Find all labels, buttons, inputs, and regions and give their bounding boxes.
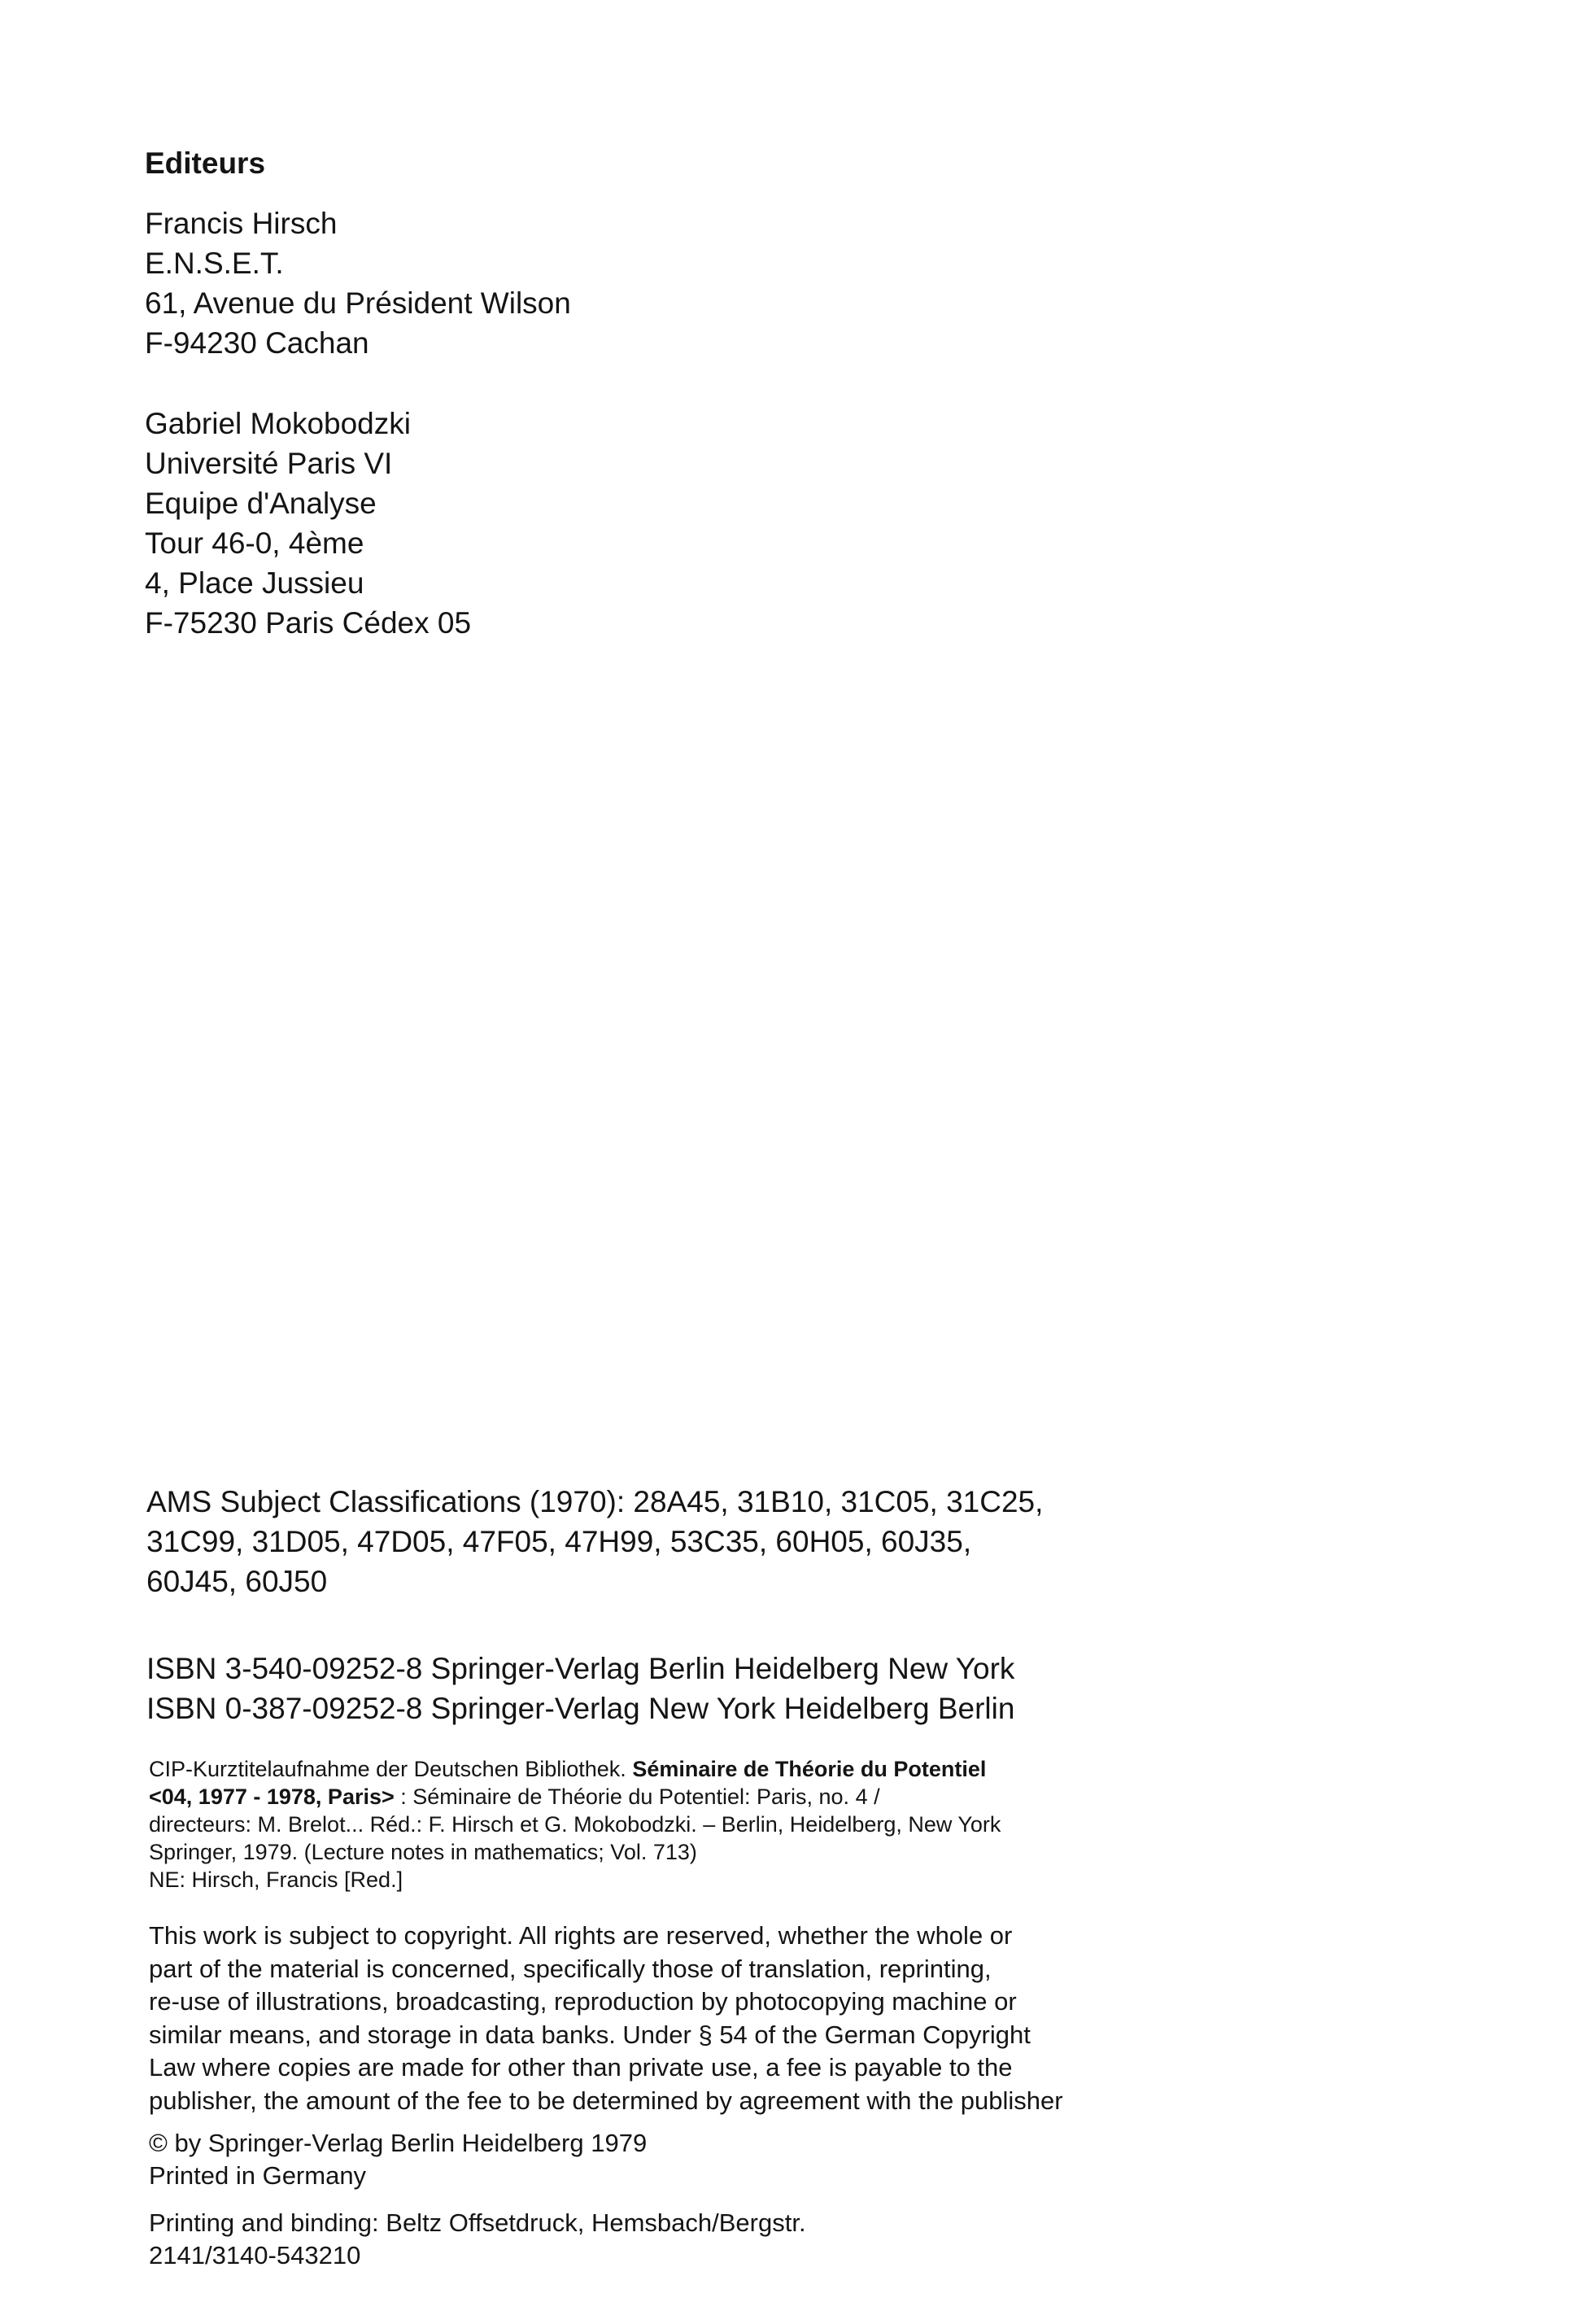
editors-section bbox=[145, 145, 1040, 643]
ams-line: AMS Subject Classifications (1970): 28A45, 31B10, 31C05, 31C25, bbox=[146, 1485, 1044, 1518]
address-line: F-75230 Paris Cédex 05 bbox=[145, 606, 472, 640]
address-line: 61, Avenue du Président Wilson bbox=[145, 286, 571, 320]
isbn-section bbox=[146, 1649, 1204, 1728]
address-line: Equipe d'Analyse bbox=[145, 487, 377, 520]
ams-line: 31C99, 31D05, 47D05, 47F05, 47H99, 53C35, 60H05, 60J35, bbox=[146, 1525, 972, 1558]
cip-line bbox=[149, 1755, 1288, 1783]
isbn-line: ISBN 0-387-09252-8 Springer-Verlag New York Heidelberg Berlin bbox=[146, 1692, 1015, 1725]
notice-line: part of the material is concerned, specifically those of translation, reprinting, bbox=[149, 1954, 992, 1983]
cip-line bbox=[149, 1783, 1288, 1811]
address-line: Tour 46-0, 4ème bbox=[145, 526, 364, 560]
printing-code: 2141/3140-543210 bbox=[149, 2241, 361, 2269]
address-line: Gabriel Mokobodzki bbox=[145, 407, 411, 440]
printed-in-line: Printed in Germany bbox=[149, 2161, 367, 2190]
copyright-statement bbox=[149, 2127, 1288, 2192]
ams-line: 60J45, 60J50 bbox=[146, 1565, 328, 1598]
editor-address-hirsch bbox=[145, 203, 1040, 363]
address-line: E.N.S.E.T. bbox=[145, 247, 284, 280]
cip-line: directeurs: M. Brelot... Réd.: F. Hirsch et G. Mokobodzki. – Berlin, Heidelberg, New York bbox=[149, 1812, 1001, 1837]
cip-line-1-title: Séminaire de Théorie du Potentiel bbox=[632, 1757, 987, 1781]
notice-line: similar means, and storage in data banks. Under § 54 of the German Copyright bbox=[149, 2020, 1031, 2049]
printing-info bbox=[149, 2207, 1288, 2272]
address-line: F-94230 Cachan bbox=[145, 326, 369, 360]
editor-address-mokobodzki bbox=[145, 404, 1040, 643]
copyright-line: © by Springer-Verlag Berlin Heidelberg 1979 bbox=[149, 2129, 648, 2157]
address-line: Francis Hirsch bbox=[145, 207, 338, 240]
address-line: 4, Place Jussieu bbox=[145, 566, 364, 600]
printing-line: Printing and binding: Beltz Offsetdruck, Hemsbach/Bergstr. bbox=[149, 2208, 806, 2237]
copyright-notice bbox=[149, 1920, 1288, 2117]
notice-line: This work is subject to copyright. All rights are reserved, whether the whole or bbox=[149, 1921, 1013, 1950]
cip-line: Springer, 1979. (Lecture notes in mathematics; Vol. 713) bbox=[149, 1840, 697, 1864]
cip-line-1-prefix: CIP-Kurztitelaufnahme der Deutschen Bibliothek. bbox=[149, 1757, 633, 1781]
notice-line: re-use of illustrations, broadcasting, reproduction by photocopying machine or bbox=[149, 1987, 1017, 2016]
editors-heading: Editeurs bbox=[145, 146, 266, 180]
cip-record bbox=[149, 1755, 1288, 1894]
ams-classifications bbox=[146, 1482, 1204, 1601]
address-line: Université Paris VI bbox=[145, 447, 393, 480]
cip-line-2-rest: : Séminaire de Théorie du Potentiel: Paris, no. 4 / bbox=[400, 1784, 880, 1809]
notice-line: publisher, the amount of the fee to be determined by agreement with the publisher bbox=[149, 2086, 1063, 2115]
cip-line-2-bold: <04, 1977 - 1978, Paris> bbox=[149, 1784, 401, 1809]
notice-line: Law where copies are made for other than private use, a fee is payable to the bbox=[149, 2053, 1013, 2082]
isbn-line: ISBN 3-540-09252-8 Springer-Verlag Berlin Heidelberg New York bbox=[146, 1652, 1015, 1685]
cip-line: NE: Hirsch, Francis [Red.] bbox=[149, 1868, 403, 1892]
